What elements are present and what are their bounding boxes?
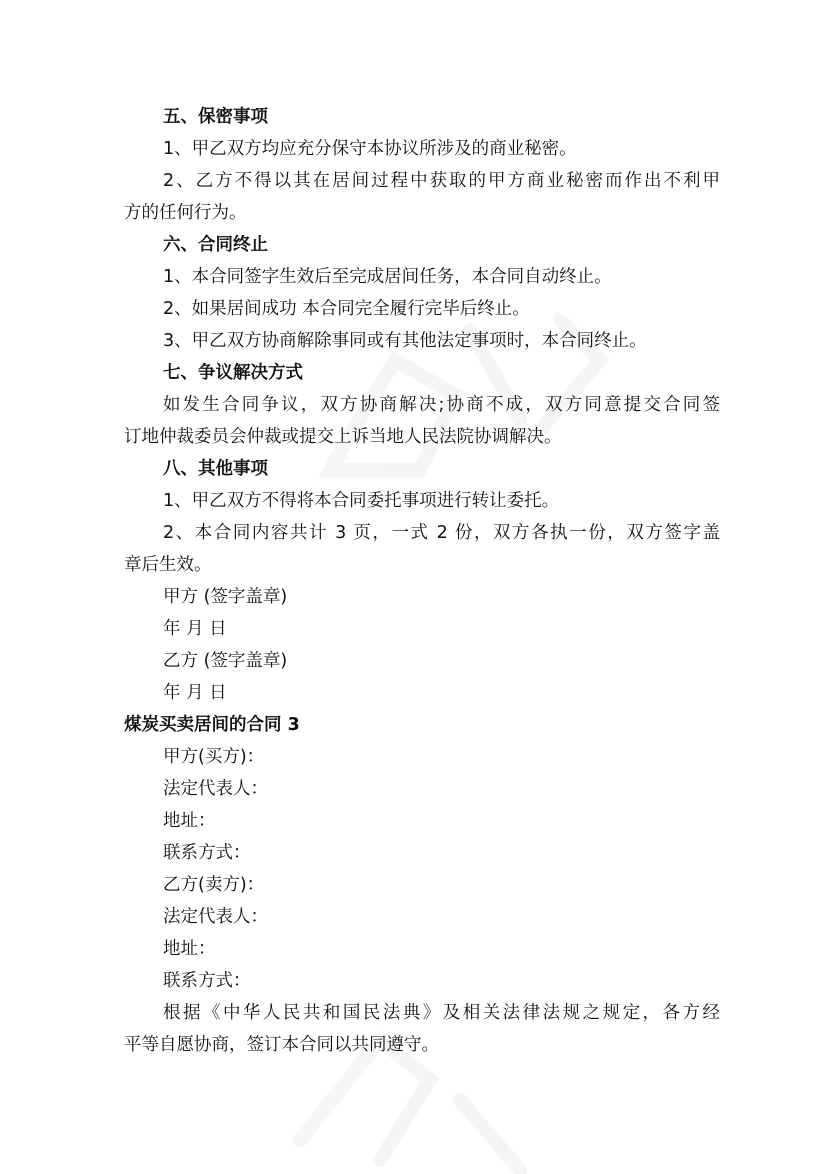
paragraph-line: 1、本合同签字生效后至完成居间任务，本合同自动终止。	[163, 267, 612, 287]
paragraph-continuation: 方的任何行为。	[124, 203, 247, 223]
paragraph-line: 乙方(卖方)：	[163, 875, 265, 895]
paragraph-line: 3、甲乙双方协商解除事同或有其他法定事项时，本合同终止。	[163, 331, 647, 351]
paragraph-line: 2、本合同内容共计 3 页，一式 2 份，双方各执一份，双方签字盖	[163, 523, 720, 543]
section-heading: 八、其他事项	[163, 459, 268, 479]
paragraph-line: 年 月 日	[163, 683, 227, 703]
paragraph-line: 乙方 (签字盖章)	[163, 651, 288, 671]
paragraph-line: 2、如果居间成功 本合同完全履行完毕后终止。	[163, 299, 530, 319]
paragraph-line: 法定代表人：	[163, 779, 268, 799]
paragraph-line: 地址：	[163, 811, 216, 831]
paragraph-continuation: 订地仲裁委员会仲裁或提交上诉当地人民法院协调解决。	[124, 427, 562, 447]
section-heading: 五、保密事项	[163, 107, 268, 127]
paragraph-line: 如发生合同争议，双方协商解决;协商不成，双方同意提交合同签	[163, 395, 720, 415]
paragraph-line: 法定代表人：	[163, 907, 268, 927]
paragraph-line: 年 月 日	[163, 619, 227, 639]
paragraph-line: 2、乙方不得以其在居间过程中获取的甲方商业秘密而作出不利甲	[163, 171, 720, 191]
paragraph-line: 1、甲乙双方均应充分保守本协议所涉及的商业秘密。	[163, 139, 577, 159]
paragraph-line: 地址：	[163, 939, 216, 959]
paragraph-line: 根据《中华人民共和国民法典》及相关法律法规之规定，各方经	[163, 1003, 720, 1023]
contract-title: 煤炭买卖居间的合同 3	[124, 715, 300, 735]
paragraph-line: 联系方式：	[163, 843, 251, 863]
paragraph-continuation: 章后生效。	[124, 555, 212, 575]
paragraph-line: 1、甲乙双方不得将本合同委托事项进行转让委托。	[163, 491, 560, 511]
paragraph-continuation: 平等自愿协商，签订本合同以共同遵守。	[124, 1035, 439, 1055]
paragraph-line: 甲方 (签字盖章)	[163, 587, 288, 607]
document-body	[124, 101, 720, 1061]
section-heading: 六、合同终止	[163, 235, 268, 255]
paragraph-line: 甲方(买方)：	[163, 747, 265, 767]
paragraph-line: 联系方式：	[163, 971, 251, 991]
section-heading: 七、争议解决方式	[163, 363, 303, 383]
